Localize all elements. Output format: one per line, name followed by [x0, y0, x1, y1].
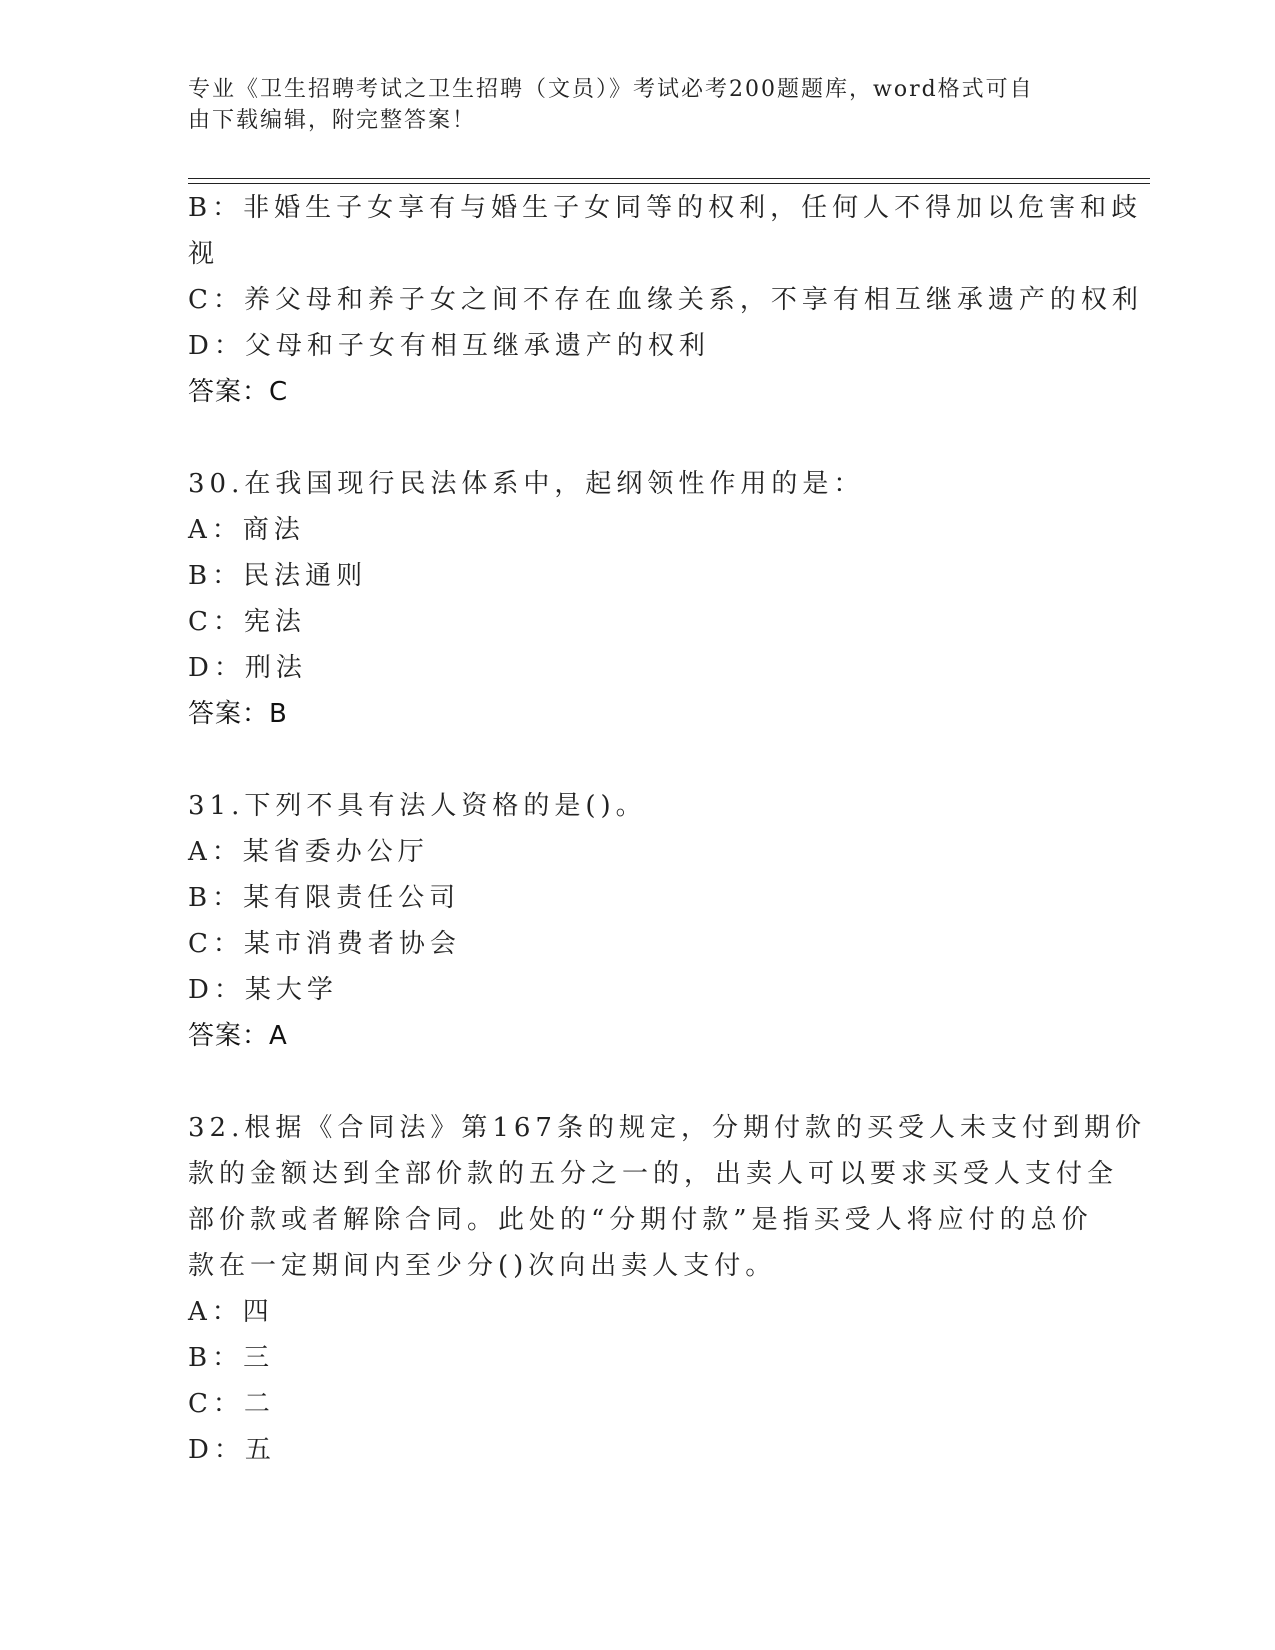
question-list: [188, 185, 1146, 1473]
option-d: D：父母和子女有相互继承遗产的权利: [188, 331, 710, 361]
question-32: [188, 1105, 1146, 1473]
spacer: [188, 415, 1088, 461]
question-text: 30.在我国现行民法体系中，起纲领性作用的是：: [188, 469, 865, 499]
question-31: [188, 783, 1088, 1059]
option-c: C：养父母和养子女之间不存在血缘关系，不享有相互继承遗产的权利: [188, 285, 1143, 315]
spacer: [188, 737, 1088, 783]
option-b: B：非婚生子女享有与婚生子女同等的权利，任何人不得加以危害和歧: [188, 193, 1143, 223]
header-rule-top: [188, 178, 1150, 179]
option-a: A：商法: [188, 515, 305, 545]
answer: 答案：B: [188, 699, 288, 729]
question-30: [188, 461, 1088, 737]
option-b-continued: 视: [188, 239, 220, 269]
question-text-line-1: 32.根据《合同法》第167条的规定，分期付款的买受人未支付到期价: [188, 1113, 1146, 1143]
document-header: [188, 74, 1068, 136]
question-29-tail: [188, 185, 1143, 415]
option-b: B：某有限责任公司: [188, 883, 461, 913]
option-a: A：四: [188, 1297, 274, 1327]
question-text: 31.下列不具有法人资格的是()。: [188, 791, 647, 821]
option-c: C：宪法: [188, 607, 306, 637]
option-b: B：民法通则: [188, 561, 368, 591]
question-text-line-3: 部价款或者解除合同。此处的“分期付款”是指买受人将应付的总价: [188, 1205, 1093, 1235]
header-line-1: 专业《卫生招聘考试之卫生招聘（文员）》考试必考200题题库，word格式可自: [188, 77, 1034, 102]
option-a: A：某省委办公厅: [188, 837, 429, 867]
option-d: D：刑法: [188, 653, 307, 683]
option-d: D：五: [188, 1435, 276, 1465]
answer: 答案：C: [188, 377, 289, 407]
option-c: C：二: [188, 1389, 275, 1419]
answer: 答案：A: [188, 1021, 288, 1051]
question-text-line-4: 款在一定期间内至少分()次向出卖人支付。: [188, 1251, 777, 1281]
option-c: C：某市消费者协会: [188, 929, 461, 959]
option-d: D：某大学: [188, 975, 338, 1005]
header-rule-bottom: [188, 183, 1150, 184]
question-text-line-2: 款的金额达到全部价款的五分之一的，出卖人可以要求买受人支付全: [188, 1159, 1119, 1189]
header-line-2: 由下载编辑，附完整答案！: [188, 108, 477, 133]
spacer: [188, 1059, 1088, 1105]
option-b: B：三: [188, 1343, 275, 1373]
